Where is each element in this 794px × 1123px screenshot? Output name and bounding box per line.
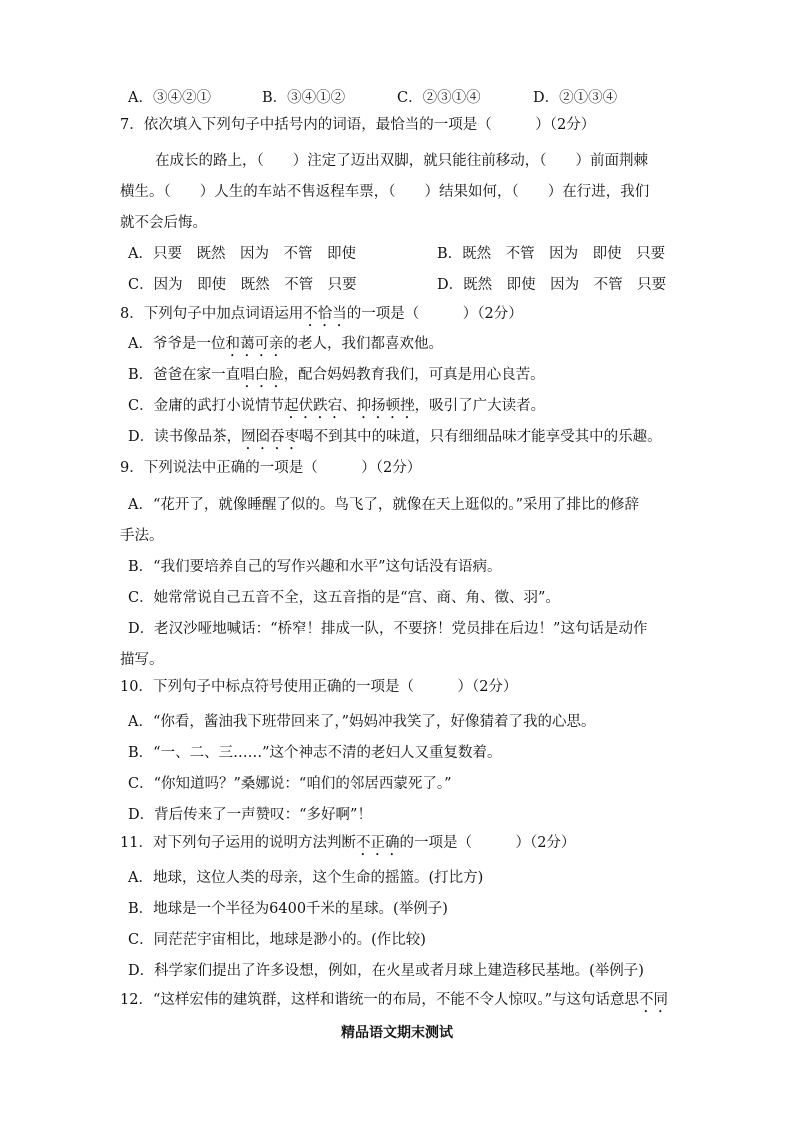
q8-a-tail: 的老人，我们都喜欢他。 xyxy=(283,336,443,352)
q9-option-a-line-2: 手法。 xyxy=(120,528,164,544)
q12-emphasis: 不同 xyxy=(639,992,669,1008)
page-footer: 精品语文期末测试 xyxy=(341,1025,453,1041)
q8-c-text: C．金庸的武打小说情节 xyxy=(128,398,285,414)
q8-b-text: B．爸爸在家一直 xyxy=(128,367,241,383)
q6-option-b: B．③④①② xyxy=(262,90,346,106)
q8-option-b xyxy=(128,365,545,391)
q7-passage-line-1: 在成长的路上，（ ）注定了迈出双脚，就只能往前移动，（ ）前面荆棘 xyxy=(155,153,648,169)
q8-option-a xyxy=(128,334,443,360)
q8-c-dotted-1: 起伏跌宕 xyxy=(284,398,343,414)
q9-option-d-line-2: 描写。 xyxy=(120,652,164,668)
q11-stem-text: 11．对下列句子运用的说明方法判断 xyxy=(120,835,356,851)
q8-a-dotted: 和蔼可亲 xyxy=(225,336,284,352)
q10-option-c: C．“你知道吗？”桑娜说：“咱们的邻居西蒙死了。” xyxy=(128,776,452,792)
q9-stem: 9．下列说法中正确的一项是（ ）（2分） xyxy=(120,460,422,476)
q10-option-b: B．“一、二、三……”这个神志不清的老妇人又重复数着。 xyxy=(128,745,502,761)
q6-option-a: A．③④②① xyxy=(128,90,211,106)
q8-stem-text: 8．下列句子中加点词语运用 xyxy=(120,306,304,322)
q10-option-d: D．背后传来了一声赞叹：“多好啊”！ xyxy=(128,807,372,823)
q11-option-c: C．同茫茫宇宙相比，地球是渺小的。(作比较) xyxy=(128,932,426,948)
q7-option-d: D．既然 即使 因为 不管 只要 xyxy=(437,277,667,293)
q8-c-sep: 、 xyxy=(342,398,357,414)
q9-option-d-line-1: D．老汉沙哑地喊话：“桥窄！排成一队，不要挤！党员排在后边！”这句话是动作 xyxy=(128,621,648,637)
q8-d-tail: 喝不到其中的味道，只有细细品味才能享受其中的乐趣。 xyxy=(299,429,662,445)
q6-option-d: D．②①③④ xyxy=(533,90,618,106)
q9-option-a-line-1: A．“花开了，就像睡醒了似的。鸟飞了，就像在天上逛似的。”采用了排比的修辞 xyxy=(128,497,640,513)
q8-stem xyxy=(120,304,523,330)
q8-c-tail: ，吸引了广大读者。 xyxy=(414,398,546,414)
q7-option-c: C．因为 即使 既然 不管 只要 xyxy=(128,277,357,293)
q8-d-dotted: 囫囵吞枣 xyxy=(241,429,300,445)
q8-emphasis: 不恰当 xyxy=(303,306,347,322)
q11-option-b: B．地球是一个半径为6400千米的星球。(举例子) xyxy=(128,901,448,917)
q7-option-b: B．既然 不管 因为 即使 只要 xyxy=(437,246,666,262)
q12-stem-text: 12．“这样宏伟的建筑群，这样和谐统一的布局，不能不令人惊叹。”与这句话意思 xyxy=(120,992,640,1008)
q12-stem xyxy=(120,990,668,1016)
q9-option-c: C．她常常说自己五音不全，这五音指的是“宫、商、角、徵、羽”。 xyxy=(128,590,560,606)
q8-b-tail: ，配合妈妈教育我们，可真是用心良苦。 xyxy=(283,367,545,383)
q8-d-text: D．读书像品茶， xyxy=(128,429,242,445)
q11-stem-tail: 的一项是（ ）（2分） xyxy=(399,835,576,851)
q8-c-dotted-2: 抑扬顿挫 xyxy=(356,398,415,414)
q8-b-dotted: 唱白脸 xyxy=(240,367,284,383)
q11-stem xyxy=(120,833,575,859)
q6-option-c: C．②③①④ xyxy=(397,90,481,106)
q9-option-b: B．“我们要培养自己的写作兴趣和水平”这句话没有语病。 xyxy=(128,559,502,575)
q7-passage-line-3: 就不会后悔。 xyxy=(120,215,207,231)
q11-option-d: D．科学家们提出了许多设想，例如，在火星或者月球上建造移民基地。(举例子) xyxy=(128,963,644,979)
q11-emphasis: 不正确 xyxy=(355,835,400,851)
q11-option-a: A．地球，这位人类的母亲，这个生命的摇篮。(打比方) xyxy=(128,870,484,886)
q8-option-c xyxy=(128,396,545,422)
q7-stem: 7．依次填入下列句子中括号内的词语，最恰当的一项是（ ）（2分） xyxy=(120,117,596,133)
q8-option-d xyxy=(128,427,662,453)
q7-option-a: A．只要 既然 因为 不管 即使 xyxy=(128,246,356,262)
q10-option-a: A．“你看，酱油我下班带回来了，”妈妈冲我笑了，好像猜着了我的心思。 xyxy=(128,714,596,730)
q7-passage-line-2: 横生。（ ）人生的车站不售返程车票，（ ）结果如何，（ ）在行进，我们 xyxy=(120,184,650,200)
q8-stem-tail: 的一项是（ ）（2分） xyxy=(346,306,523,322)
q10-stem: 10．下列句子中标点符号使用正确的一项是（ ）（2分） xyxy=(120,679,518,695)
q8-a-text: A．爷爷是一位 xyxy=(128,336,226,352)
